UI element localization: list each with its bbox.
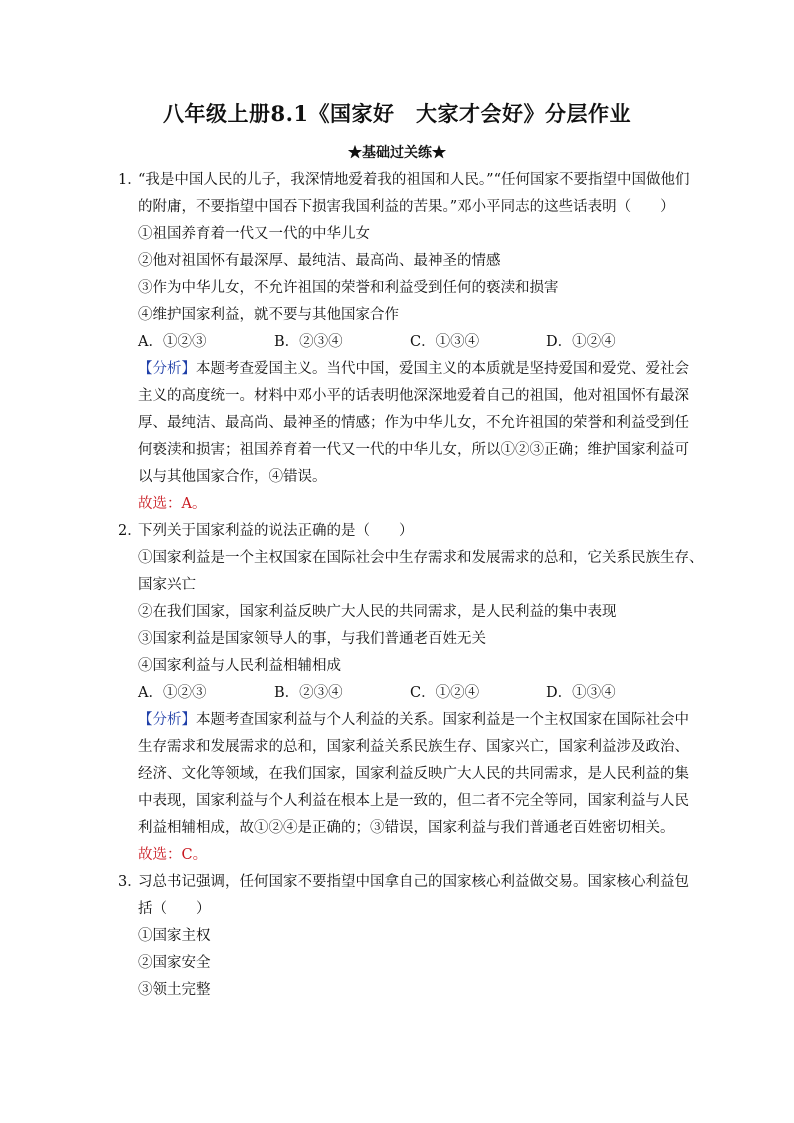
analysis-tag: 【分析】 bbox=[138, 361, 196, 377]
statement-item: ④国家利益与人民利益相辅相成 bbox=[138, 658, 341, 674]
section-heading: ★基础过关练★ bbox=[348, 145, 446, 161]
question-stem: 2． 下列关于国家利益的说法正确的是（ ） bbox=[118, 518, 688, 545]
answer-options bbox=[118, 680, 688, 707]
question-3 bbox=[118, 869, 688, 1004]
option-d: D．①③④ bbox=[546, 685, 616, 701]
statement-item: ①国家主权 bbox=[138, 928, 211, 944]
analysis-block: 【分析】本题考查国家利益与个人利益的关系。国家利益是一个主权国家在国际社会中 生存需求和发展需求的总和，国家利益关系民族生存、国家兴亡，国家利益涉及政治、 经济、文化等领域，在我们国家，国家利益反映广大人民的共同需求，是人民利益的集 中表现，国家利益与个人利益在根本上是一致的，但二者不完全等同，国家利益与人民 利益相辅相成，故①②④是正确的；③错误，国家利益与我们普通老百姓密切相关。 bbox=[138, 712, 689, 836]
option-d: D．①②④ bbox=[546, 334, 616, 350]
statement-item: ②在我们国家，国家利益反映广大人民的共同需求，是人民利益的集中表现 bbox=[138, 604, 617, 620]
statement-item: 国家兴亡 bbox=[138, 577, 196, 593]
question-stem: 1． “我是中国人民的儿子，我深情地爱着我的祖国和人民。”“任何国家不要指望中国做他们 的附庸，不要指望中国吞下损害我国利益的苦果。”邓小平同志的这些话表明（ ） bbox=[118, 167, 688, 221]
statement-item: ④维护国家利益，就不要与其他国家合作 bbox=[138, 307, 399, 323]
option-b: B．②③④ bbox=[274, 685, 343, 701]
option-b: B．②③④ bbox=[274, 334, 343, 350]
analysis-block: 【分析】本题考查爱国主义。当代中国，爱国主义的本质就是坚持爱国和爱党、爱社会 主义的高度统一。材料中邓小平的话表明他深深地爱着自己的祖国，他对祖国怀有最深 厚、最纯洁、最高尚、最神圣的情感；作为中华儿女，不允许祖国的荣誉和利益受到任 何亵渎和损害；祖国养育着一代又一代的中华儿女，所以①②③正确；维护国家利益可 以与其他国家合作，④错误。 bbox=[138, 361, 689, 485]
option-c: C．①②④ bbox=[410, 685, 480, 701]
statement-item: ②国家安全 bbox=[138, 955, 211, 971]
answer-options bbox=[118, 329, 688, 356]
document-body bbox=[118, 167, 704, 1004]
question-number: 3． bbox=[118, 874, 142, 890]
statement-item: ③作为中华儿女，不允许祖国的荣誉和利益受到任何的亵渎和损害 bbox=[138, 280, 559, 296]
statement-item: ③领土完整 bbox=[138, 982, 211, 998]
statement-item: ①国家利益是一个主权国家在国际社会中生存需求和发展需求的总和，它关系民族生存、 bbox=[138, 550, 704, 566]
statement-item: ②他对祖国怀有最深厚、最纯洁、最高尚、最神圣的情感 bbox=[138, 253, 501, 269]
option-a: A．①②③ bbox=[138, 334, 207, 350]
analysis-tag: 【分析】 bbox=[138, 712, 196, 728]
document-title: 八年级上册8.1《国家好 大家才会好》分层作业 bbox=[162, 101, 632, 126]
statement-item: ③国家利益是国家领导人的事，与我们普通老百姓无关 bbox=[138, 631, 486, 647]
question-number: 2． bbox=[118, 523, 142, 539]
option-c: C．①③④ bbox=[410, 334, 480, 350]
question-1 bbox=[118, 167, 688, 518]
option-a: A．①②③ bbox=[138, 685, 207, 701]
question-stem: 3． 习总书记强调，任何国家不要指望中国拿自己的国家核心利益做交易。国家核心利益包 括（ ） bbox=[118, 869, 688, 923]
answer-line: 故选：C。 bbox=[138, 847, 208, 863]
answer-line: 故选：A。 bbox=[138, 496, 207, 512]
question-2 bbox=[118, 518, 704, 869]
question-number: 1． bbox=[118, 172, 142, 188]
statement-item: ①祖国养育着一代又一代的中华儿女 bbox=[138, 226, 370, 242]
